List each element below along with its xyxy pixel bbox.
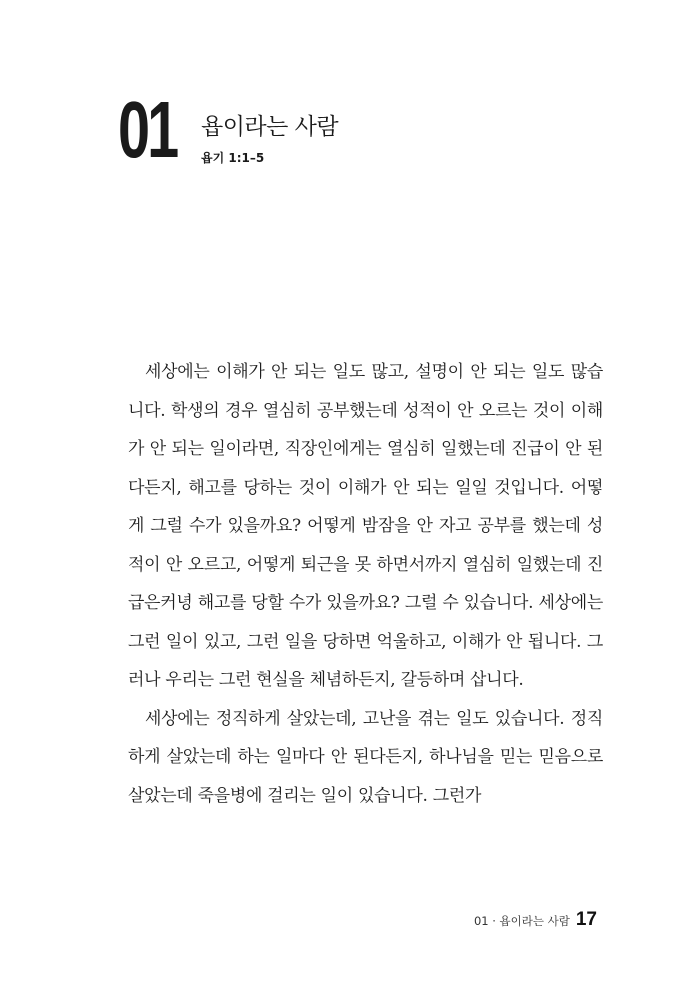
chapter-number: 01 bbox=[118, 85, 177, 174]
page-footer bbox=[474, 909, 597, 931]
running-head: 01 · 욥이라는 사람 bbox=[473, 914, 570, 928]
scripture-reference: 욥기 1:1–5 bbox=[201, 151, 265, 165]
chapter-title: 욥이라는 사람 bbox=[201, 114, 339, 140]
page-number: 17 bbox=[575, 909, 597, 930]
paragraph: 세상에는 이해가 안 되는 일도 많고, 설명이 안 되는 일도 많습니다. 학생의 경우 열심히 공부했는데 성적이 안 오르는 것이 이해가 안 되는 일이라면, 직장인에게는 열심히 일했는데 진급이 안 된다든지, 해고를 당하는 것이 이해가 안 되는 일일 것입니다. 어떻게 그럴 수가 있을까요? 어떻게 밤잠을 안 자고 공부를 했는데 성적이 안 오르고, 어떻게 퇴근을 못 하면서까지 열심히 일했는데 진급은커녕 해고를 당할 수가 있을까요? 그럴 수 있습니다. 세상에는 그런 일이 있고, 그런 일을 당하면 억울하고, 이해가 안 됩니다. 그러나 우리는 그런 현실을 체념하든지, 갈등하며 삽니다. bbox=[128, 362, 603, 690]
paragraph: 세상에는 정직하게 살았는데, 고난을 겪는 일도 있습니다. 정직하게 살았는데 하는 일마다 안 된다든지, 하나님을 믿는 믿음으로 살았는데 죽을병에 걸리는 일이 있습니다. 그런가 bbox=[128, 708, 603, 806]
body-text bbox=[128, 353, 603, 815]
